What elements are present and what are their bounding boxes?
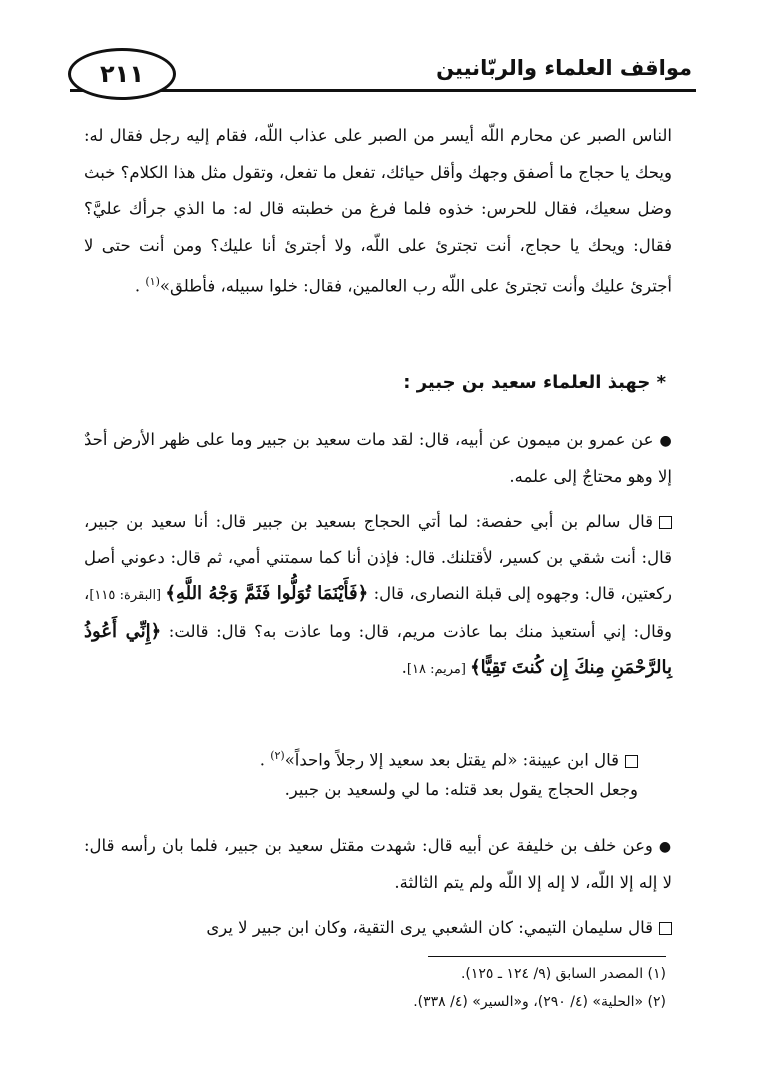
footnote-rule [428,956,666,957]
square-marker-icon [625,755,638,768]
paragraph-2 [84,422,672,495]
paragraph-6-text: وعن خلف بن خليفة عن أبيه قال: شهدت مقتل سعيد بن جبير، فلما بان رأسه قال: لا إله إلا اللّه، لا إله إلا اللّه ولم يتم الثالثة. [84,836,672,892]
paragraph-3-text-b: ، وقال: إني أستعيذ منك بما عاذت مريم، قال: وما عاذت به؟ قال: قالت: [84,584,672,641]
footnote-2: (٢) «الحلية» (٤/ ٢٩٠)، و«السير» (٤/ ٣٣٨). [413,994,666,1010]
footnote-1: (١) المصدر السابق (٩/ ١٢٤ ـ ١٢٥). [460,966,666,982]
paragraph-1 [84,118,672,305]
page-number: ٢١١ [68,48,176,100]
bullet-icon: ● [658,839,673,855]
paragraph-1-end: . [134,276,146,296]
verse-reference-2: [مريم: ١٨] [406,662,471,677]
bullet-icon: ● [659,433,672,449]
paragraph-2-text: عن عمرو بن ميمون عن أبيه، قال: لقد مات سعيد بن جبير وما على ظهر الأرض أحدٌ إلا وهو محتاجٌ إلى علمه. [84,430,672,486]
paragraph-4-end: . [259,750,271,770]
verse-reference-1: [البقرة: ١١٥] [89,588,166,603]
paragraph-4-text: قال ابن عيينة: «لم يقتل بعد سعيد إلا رجلاً واحداً» [284,750,619,770]
paragraph-5 [84,772,638,808]
paragraph-3-end: . [401,658,407,677]
square-marker-icon [659,516,672,529]
paragraph-5-text: وجعل الحجاج يقول بعد قتله: ما لي ولسعيد بن جبير. [284,780,638,799]
paragraph-7 [84,910,672,946]
running-title: مواقف العلماء والربّانيين [436,56,692,80]
quran-verse-1: ﴿فَأَيْنَمَا تُوَلُّوا فَثَمَّ وَجْهُ اللَّهِ﴾ [165,583,369,604]
quran-verse-2: ﴿إِنِّي أَعُوذُ بِالرَّحْمَنِ مِنكَ إِن كُنتَ تَقِيًّا﴾ [84,621,672,678]
square-marker-icon [659,922,672,935]
paragraph-1-text: الناس الصبر عن محارم اللّه أيسر من الصبر على عذاب اللّه، فقام إليه رجل فقال له: ويحك يا حجاج ما أصفق وجهك وأقل حيائك، تفعل ما تفعل، وتقول مثل هذا الكلام؟ خبث وضل سعيك، فقال للحرس: خذوه فلما فرغ من خطبته قال له: ما الذي جرأك عليَّ؟ فقال: ويحك يا حجاج، أنت تجترئ على اللّه، ولا أجترئ أنا عليك؟ ومن أنت حتى لا أجترئ عليك وأنت تجترئ على اللّه رب العالمين، فقال: خلوا سبيله، فأطلق» [84,126,672,296]
page-header [70,48,696,100]
section-heading-text: جهبذ العلماء سعيد بن جبير : [403,372,651,393]
footnote-ref-1: (١) [145,275,160,288]
footnote-ref-2: (٢) [270,749,285,762]
paragraph-7-text: قال سليمان التيمي: كان الشعبي يرى التقية، وكان ابن جبير لا يرى [206,918,653,937]
paragraph-3 [84,504,672,688]
heading-star-icon: * [656,372,666,393]
section-heading [403,372,666,393]
paragraph-3-text-a: قال سالم بن أبي حفصة: لما أتي الحجاج بسعيد بن جبير قال: أنا سعيد بن جبير، قال: أنت شقي بن كسير، لأقتلنك. قال: فإذن أنا كما سمتني أمي، ثم قال: دعوني أصل ركعتين، قال: وجهوه إلى قبلة النصارى، قال: [84,512,672,603]
paragraph-6 [84,828,672,901]
